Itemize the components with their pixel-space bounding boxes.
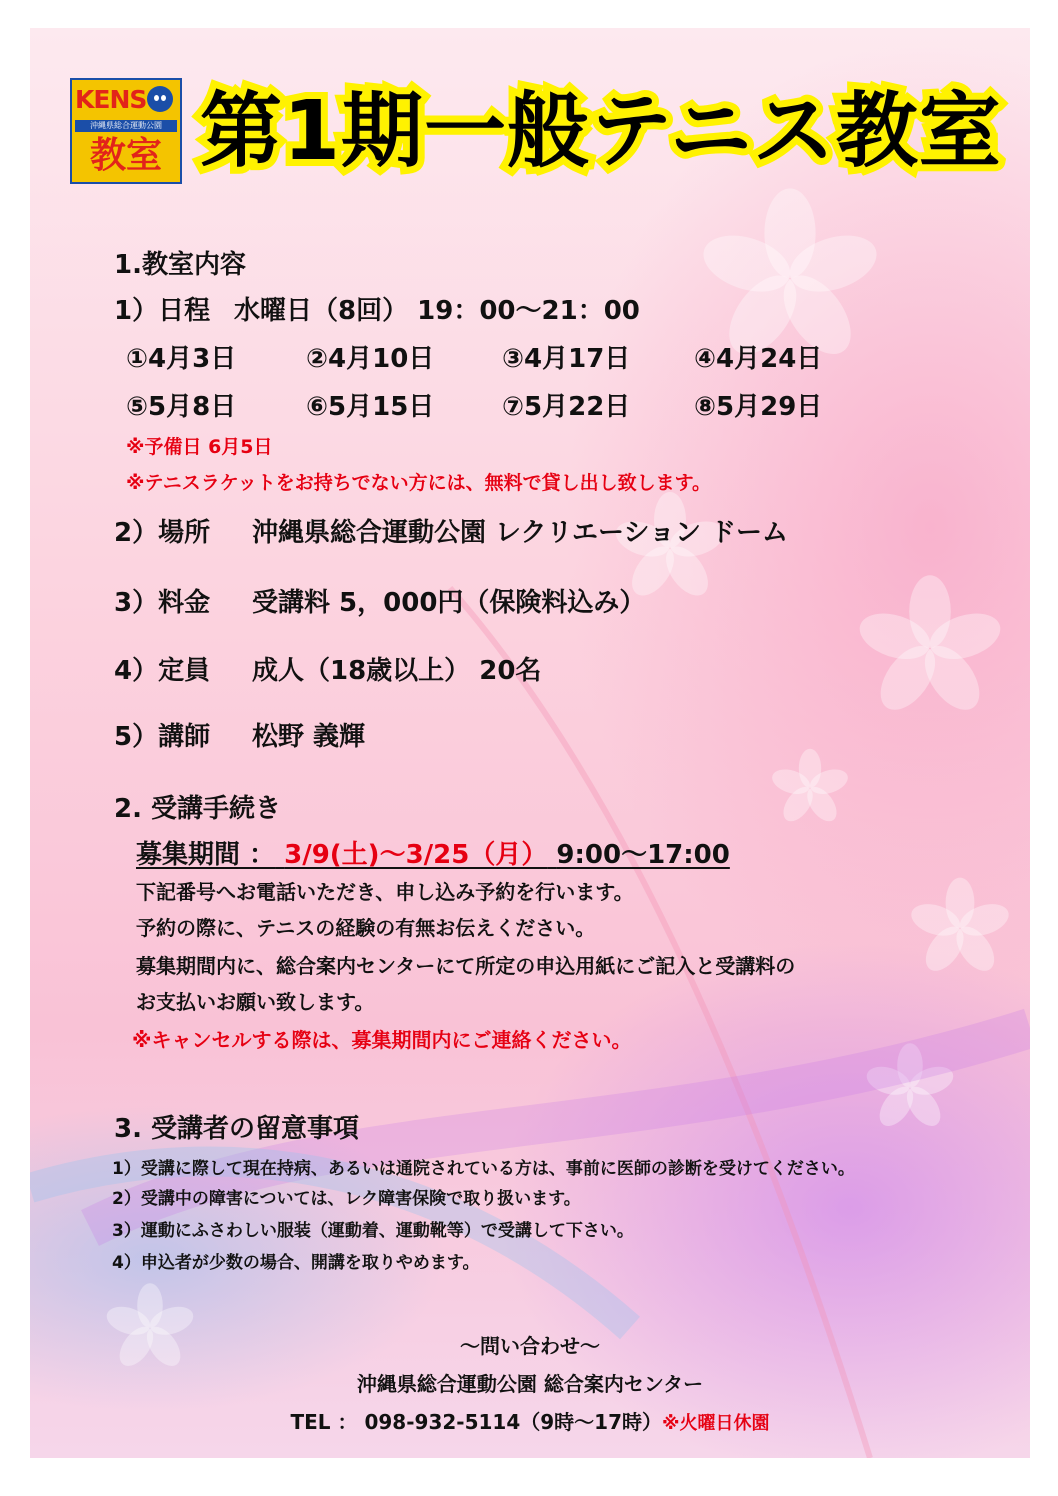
- capacity-label: 4）定員: [114, 656, 211, 686]
- place-value: 沖縄県総合運動公園 レクリエーション ドーム: [252, 518, 789, 548]
- logo-kyoshitsu: 教室: [89, 135, 162, 176]
- fee-label: 3）料金: [114, 588, 211, 618]
- date-item: ⑦5月22日: [502, 392, 631, 422]
- contact-org: 沖縄県総合運動公園 総合案内センター: [356, 1372, 704, 1396]
- schedule-text: 水曜日（8回） 19：00～21：00: [234, 296, 640, 326]
- notice-item: 2）受講中の障害については、レク障害保険で取り扱います。: [112, 1189, 581, 1209]
- reserve-day-note: ※予備日 6月5日: [126, 436, 273, 458]
- place-label: 2）場所: [114, 518, 211, 548]
- capacity-value: 成人（18歳以上） 20名: [252, 656, 542, 686]
- fee-value: 受講料 5，000円（保険料込み）: [252, 588, 646, 618]
- recruit-period: [136, 834, 730, 871]
- logo-subtitle: 沖縄県総合運動公園: [75, 120, 177, 132]
- section2-heading: 2. 受講手続き: [114, 794, 282, 824]
- racket-rental-note: ※テニスラケットをお持ちでない方には、無料で貸し出し致します。: [126, 472, 712, 494]
- date-item: ④4月24日: [694, 344, 823, 374]
- contact-tel: TEL ： 098-932-5114（9時～17時）: [290, 1410, 662, 1434]
- period-time: 9:00～17:00: [556, 840, 730, 870]
- notice-item: 1）受講に際して現在持病、あるいは通院されている方は、事前に医師の診断を受けてください。: [112, 1159, 855, 1179]
- smiley-icon: [147, 86, 173, 112]
- cancel-note: ※キャンセルする際は、募集期間内にご連絡ください。: [132, 1028, 632, 1052]
- date-item: ⑥5月15日: [306, 392, 435, 422]
- date-item: ②4月10日: [306, 344, 435, 374]
- procedure-line: 募集期間内に、総合案内センターにて所定の申込用紙にご記入と受講料の: [136, 954, 796, 978]
- section1-heading: 1.教室内容: [114, 250, 246, 280]
- contact-heading: ～問い合わせ～: [460, 1334, 600, 1358]
- logo-kenso-text: KENS: [75, 82, 177, 118]
- procedure-line: お支払いお願い致します。: [136, 990, 375, 1014]
- notice-item: 3）運動にふさわしい服装（運動着、運動靴等）で受講して下さい。: [112, 1221, 634, 1241]
- page-title: 第1期一般テニス教室: [200, 84, 1002, 179]
- period-label: 募集期間 ：: [136, 840, 276, 870]
- instructor-label: 5）講師: [114, 722, 211, 752]
- date-item: ⑤5月8日: [126, 392, 237, 422]
- section3-heading: 3. 受講者の留意事項: [114, 1114, 360, 1144]
- kenso-logo: [70, 78, 182, 184]
- instructor-value: 松野 義輝: [252, 722, 366, 752]
- procedure-line: 予約の際に、テニスの経験の有無お伝えください。: [136, 916, 596, 940]
- schedule-label: 1）日程: [114, 296, 211, 326]
- date-item: ⑧5月29日: [694, 392, 823, 422]
- period-dates: 3/9(土)～3/25（月）: [284, 840, 548, 870]
- closed-day-note: ※火曜日休園: [661, 1413, 770, 1434]
- contact-tel-line: [30, 1406, 1030, 1435]
- date-item: ①4月3日: [126, 344, 237, 374]
- date-item: ③4月17日: [502, 344, 631, 374]
- notice-item: 4）申込者が少数の場合、開講を取りやめます。: [112, 1253, 480, 1273]
- procedure-line: 下記番号へお電話いただき、申し込み予約を行います。: [136, 880, 634, 904]
- flyer-page: [30, 28, 1030, 1458]
